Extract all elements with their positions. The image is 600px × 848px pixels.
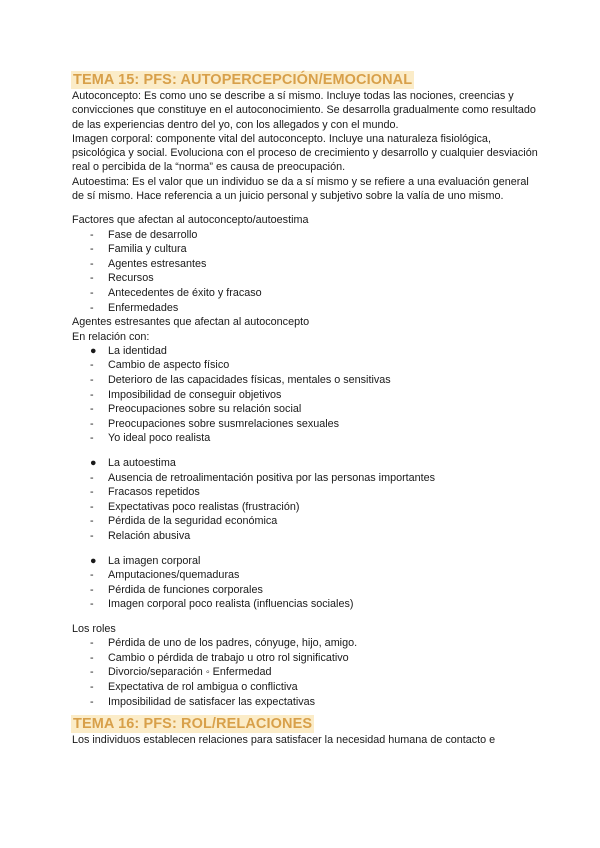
dash-marker: - [90,257,94,270]
section-title-tema-16: TEMA 16: PFS: ROL/RELACIONES [73,716,313,733]
roles-heading: Los roles [72,622,116,635]
dash-marker: - [90,681,94,693]
bullet-marker: ● [90,344,97,357]
list-item: - Pérdida de uno de los padres, cónyuge, hijo, amigo. [90,637,358,650]
list-item: - Imposibilidad de conseguir objetivos [90,388,282,401]
list-item: - Ausencia de retroalimentación positiva por las personas importantes [90,471,436,484]
dash-marker: - [90,374,94,387]
dash-marker: - [90,515,94,528]
imagen-corporal-list [72,554,540,612]
paragraph-autoconcepto: Autoconcepto: Es como uno se describe a sí mismo. Incluye todas las nociones, creencias y convicciones que constituye en el autoconocimiento. Se desarrolla gradualmente como resultado de las experiencias dentro del yo, con los allegados y con el mundo. [72,90,536,131]
dash-marker: - [90,637,94,650]
dash-marker: - [90,500,94,513]
list-item: - Cambio o pérdida de trabajo u otro rol significativo [90,651,349,664]
dash-marker: - [90,471,94,484]
list-item: - Pérdida de la seguridad económica [90,515,278,528]
list-item: - Enfermedades [90,301,179,314]
dash-marker: - [90,666,94,679]
dash-marker: - [90,359,94,372]
dash-marker: - [90,432,94,445]
dash-marker: - [90,417,94,430]
relacion-heading: En relación con: [72,330,150,343]
list-item: - Familia y cultura [90,243,187,256]
list-item: - Imagen corporal poco realista (influencias sociales) [90,598,354,611]
bullet-marker: ● [90,456,97,469]
list-item: - Preocupaciones sobre su relación social [90,403,302,416]
dash-marker: - [90,287,94,300]
dash-marker: - [90,529,94,542]
list-item: - Imposibilidad de satisfacer las expectativas [90,695,316,708]
list-item: - Deterioro de las capacidades físicas, mentales o sensitivas [90,374,391,387]
list-bullet-item: ● La identidad [90,344,167,357]
identidad-list [72,344,540,446]
list-item: - Pérdida de funciones corporales [90,583,263,596]
list-item: - Expectativa de rol ambigua o conflictiva [90,681,298,693]
list-bullet-item: ● La autoestima [90,456,176,469]
dash-marker: - [90,301,94,314]
paragraph-tema-16-intro: Los individuos establecen relaciones para satisfacer la necesidad humana de contacto e [72,734,496,747]
bullet-marker: ● [90,554,97,567]
dash-marker: - [90,403,94,416]
list-item: - Fracasos repetidos [90,486,200,499]
list-item: - Expectativas poco realistas (frustración) [90,500,300,513]
factores-heading: Factores que afectan al autoconcepto/autoestima [72,214,309,227]
paragraph-autoestima: Autoestima: Es el valor que un individuo se da a sí mismo y se refiere a una evaluación general de sí mismo. Hace referencia a un juicio personal y subjetivo sobre la valía de uno mismo. [72,175,529,203]
list-item: - Divorcio/separación ◦ Enfermedad [90,666,272,679]
list-item: - Preocupaciones sobre susmrelaciones sexuales [90,417,340,430]
list-bullet-item: ● La imagen corporal [90,554,201,567]
list-item: - Yo ideal poco realista [90,432,211,445]
list-item: - Amputaciones/quemaduras [90,569,240,582]
dash-marker: - [90,651,94,664]
paragraph-imagen-corporal: Imagen corporal: componente vital del autoconcepto. Incluye una naturaleza fisiológica, psicológica y social. Evoluciona con el proceso de crecimiento y desarrollo y cualquier desviación real o percibida de la “norma” es causa de preocupación. [72,132,538,174]
dash-marker: - [90,388,94,401]
list-item: - Cambio de aspecto físico [90,359,230,372]
dash-marker: - [90,243,94,256]
list-item: - Antecedentes de éxito y fracaso [90,287,262,300]
dash-marker: - [90,228,94,241]
dash-marker: - [90,569,94,582]
dash-marker: - [90,583,94,596]
agentes-heading: Agentes estresantes que afectan al autoconcepto [72,316,310,329]
list-item: - Agentes estresantes [90,257,207,270]
dash-marker: - [90,695,94,708]
factores-list [72,228,540,316]
dash-marker: - [90,598,94,611]
autoestima-list [72,456,540,544]
list-item: - Fase de desarrollo [90,228,198,241]
section-title-tema-15: TEMA 15: PFS: AUTOPERCEPCIÓN/EMOCIONAL [73,72,413,88]
list-item: - Relación abusiva [90,529,191,542]
roles-list [72,636,540,709]
dash-marker: - [90,486,94,499]
dash-marker: - [90,272,94,285]
list-item: - Recursos [90,272,154,285]
